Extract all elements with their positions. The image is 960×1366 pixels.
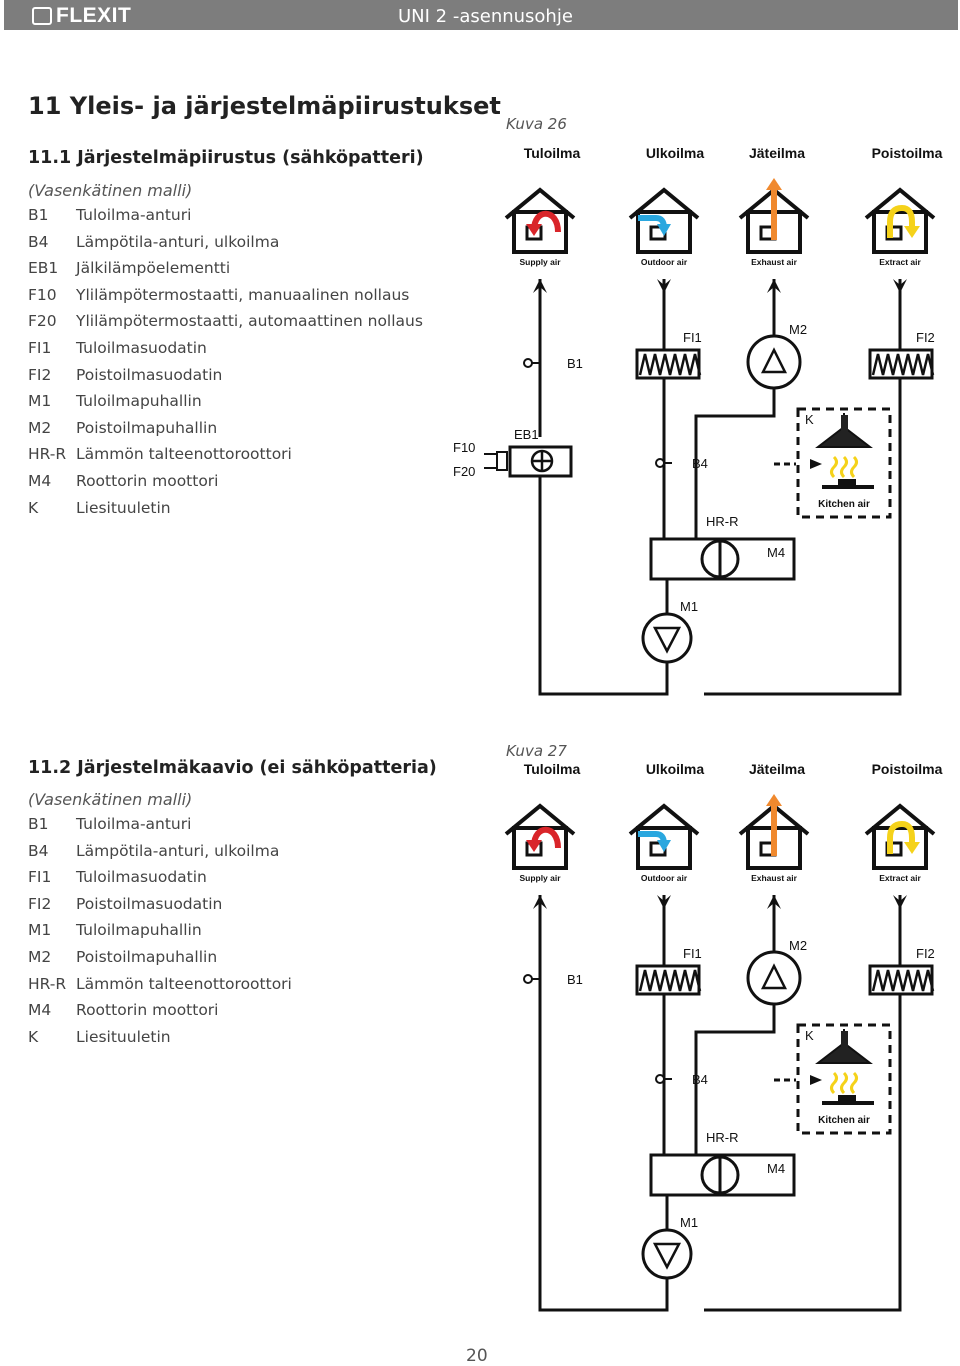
legend-code: M2	[28, 947, 52, 966]
sensor-dot	[656, 459, 664, 467]
legend-text: Liesituuletin	[76, 1027, 171, 1046]
m4-label: M4	[767, 545, 786, 560]
column-heading: Poistoilma	[871, 145, 943, 161]
legend-text: Tuloilmasuodatin	[76, 868, 207, 887]
sensor-dot	[656, 1075, 664, 1083]
b1-label: B1	[567, 972, 583, 987]
document-title: UNI 2 -asennusohje	[398, 6, 573, 27]
house-label: Supply air	[519, 873, 561, 883]
legend-text: Roottorin moottori	[76, 1001, 219, 1020]
m2-label: M2	[789, 938, 808, 953]
pot	[838, 1095, 856, 1101]
legend-code: B4	[28, 841, 49, 860]
house-icon	[506, 806, 574, 868]
f20-label: F20	[453, 464, 476, 479]
m4-label: M4	[767, 1161, 786, 1176]
fan-housing	[748, 952, 800, 1004]
heat-wave	[832, 1073, 837, 1093]
b1-label: B1	[567, 356, 583, 371]
supply-return	[540, 1274, 667, 1310]
legend-text: Lämpötila-anturi, ulkoilma	[76, 841, 280, 860]
page-number: 20	[466, 1346, 488, 1366]
column-heading: Jäteilma	[748, 145, 806, 161]
legend-code: K	[28, 1027, 39, 1046]
section2-title: 11.2 Järjestelmäkaavio (ei sähköpatteria)	[28, 758, 437, 778]
legend-code: FI1	[28, 868, 52, 887]
column-heading: Poistoilma	[871, 761, 943, 777]
legend-text: Tuloilma-anturi	[76, 815, 192, 833]
m1-label: M1	[680, 599, 699, 614]
supply-return	[540, 464, 667, 694]
b4-label: B4	[692, 456, 708, 471]
m2-fan	[748, 336, 800, 388]
m2-label: M2	[789, 322, 808, 337]
legend-text: Tuloilmasuodatin	[76, 338, 207, 357]
b4-sensor	[656, 1075, 672, 1083]
house-icon	[630, 806, 698, 868]
heat-wave	[852, 457, 857, 477]
column-heading: Ulkoilma	[645, 145, 705, 161]
legend-code: FI1	[28, 338, 52, 357]
brand-text: FLEXIT	[56, 4, 132, 27]
m1-fan	[643, 614, 691, 662]
legend-text: Lämmön talteenottoroottori	[76, 974, 292, 993]
heat-wave	[852, 1073, 857, 1093]
legend-text: Tuloilmapuhallin	[76, 921, 202, 940]
hood-duct	[841, 1031, 848, 1049]
house-label: Exhaust air	[751, 873, 797, 883]
fi1-label: FI1	[683, 946, 702, 961]
column-heading: Ulkoilma	[645, 761, 705, 777]
legend-text: Ylilämpötermostaatti, manuaalinen nollaus	[76, 285, 410, 304]
legend-text: Poistoilmapuhallin	[76, 418, 218, 437]
heat-wave	[832, 457, 837, 477]
eb1-label: EB1	[514, 427, 539, 442]
column-heading: Jäteilma	[748, 761, 806, 777]
fi2-label: FI2	[916, 330, 935, 345]
fan-housing	[643, 614, 691, 662]
house-icon	[866, 190, 934, 252]
m1-label: M1	[680, 1215, 699, 1230]
legend-code: HR-R	[28, 974, 67, 993]
kitchen-arrow	[810, 1075, 822, 1085]
column-heading: Tuloilma	[523, 145, 581, 161]
legend-code: M1	[28, 921, 52, 940]
legend-code: HR-R	[28, 445, 67, 464]
b1-sensor	[524, 975, 540, 983]
legend-code: M4	[28, 1001, 52, 1020]
legend-code: FI2	[28, 894, 52, 913]
house-icon	[630, 190, 698, 252]
fi2-filter	[870, 350, 933, 378]
b1-sensor	[524, 359, 540, 367]
sensor-dot	[524, 975, 532, 983]
legend-text: Tuloilma-anturi	[76, 206, 192, 224]
m1-fan	[643, 1230, 691, 1278]
legend-code: M1	[28, 392, 52, 411]
legend-code: B4	[28, 232, 49, 251]
fi2-label: FI2	[916, 946, 935, 961]
legend-text: Poistoilmasuodatin	[76, 365, 223, 384]
b4-label: B4	[692, 1072, 708, 1087]
kitchen-arrow	[810, 459, 822, 469]
k-label: K	[805, 412, 814, 427]
house-label: Supply air	[519, 257, 561, 267]
legend-text: Poistoilmapuhallin	[76, 947, 218, 966]
section2-note: (Vasenkätinen malli)	[28, 790, 193, 809]
section1-note: (Vasenkätinen malli)	[28, 181, 193, 200]
legend-text: Poistoilmasuodatin	[76, 894, 223, 913]
heat-wave	[842, 457, 847, 477]
legend-code: B1	[28, 206, 49, 224]
legend-text: Tuloilmapuhallin	[76, 392, 202, 411]
hood-duct	[841, 415, 848, 433]
kitchen-air-label: Kitchen air	[818, 1115, 870, 1126]
m2-fan	[748, 952, 800, 1004]
stove-top	[822, 485, 874, 489]
legend-text: Ylilämpötermostaatti, automaattinen nollaus	[76, 312, 423, 331]
house-label: Outdoor air	[640, 873, 688, 883]
sensor-dot	[524, 359, 532, 367]
column-heading: Tuloilma	[523, 761, 581, 777]
house-icon	[740, 794, 808, 868]
fan-housing	[643, 1230, 691, 1278]
legend-code: K	[28, 498, 39, 517]
fi1-label: FI1	[683, 330, 702, 345]
legend-text: Jälkilämpöelementti	[76, 259, 231, 278]
exhaust-air-arrowhead	[766, 178, 782, 190]
house-label: Outdoor air	[640, 257, 688, 267]
legend-code: FI2	[28, 365, 52, 384]
legend-text: Lämmön talteenottoroottori	[76, 445, 292, 464]
house-label: Exhaust air	[751, 257, 797, 267]
house-icon	[866, 806, 934, 868]
fi2-filter	[870, 966, 933, 994]
f10-label: F10	[453, 440, 476, 455]
legend-code: M4	[28, 471, 52, 490]
legend-code: EB1	[28, 259, 59, 278]
hr-r-label: HR-R	[706, 514, 739, 529]
legend-text: Roottorin moottori	[76, 471, 219, 490]
house-label: Extract air	[879, 873, 921, 883]
fi1-filter	[637, 966, 700, 994]
legend-code: M2	[28, 418, 52, 437]
chapter-title: 11 Yleis- ja järjestelmäpiirustukset	[28, 92, 501, 120]
fan-housing	[748, 336, 800, 388]
house-icon	[506, 190, 574, 252]
stove-top	[822, 1101, 874, 1105]
legend-text: Lämpötila-anturi, ulkoilma	[76, 232, 280, 251]
figure2-caption: Kuva 27	[506, 742, 567, 760]
exhaust-air-arrowhead	[766, 794, 782, 806]
thermostat-block	[497, 452, 507, 470]
pot	[838, 479, 856, 485]
hr-r-label: HR-R	[706, 1130, 739, 1145]
legend-code: F10	[28, 285, 57, 304]
house-label: Extract air	[879, 257, 921, 267]
fi1-filter	[637, 350, 700, 378]
legend-code: F20	[28, 312, 57, 331]
figure1-caption: Kuva 26	[506, 115, 567, 133]
section1-title: 11.1 Järjestelmäpiirustus (sähköpatteri)	[28, 148, 424, 168]
house-icon	[740, 178, 808, 252]
k-label: K	[805, 1028, 814, 1043]
legend-text: Liesituuletin	[76, 498, 171, 517]
b4-sensor	[656, 459, 672, 467]
heat-wave	[842, 1073, 847, 1093]
legend-code: B1	[28, 815, 49, 833]
kitchen-air-label: Kitchen air	[818, 499, 870, 510]
